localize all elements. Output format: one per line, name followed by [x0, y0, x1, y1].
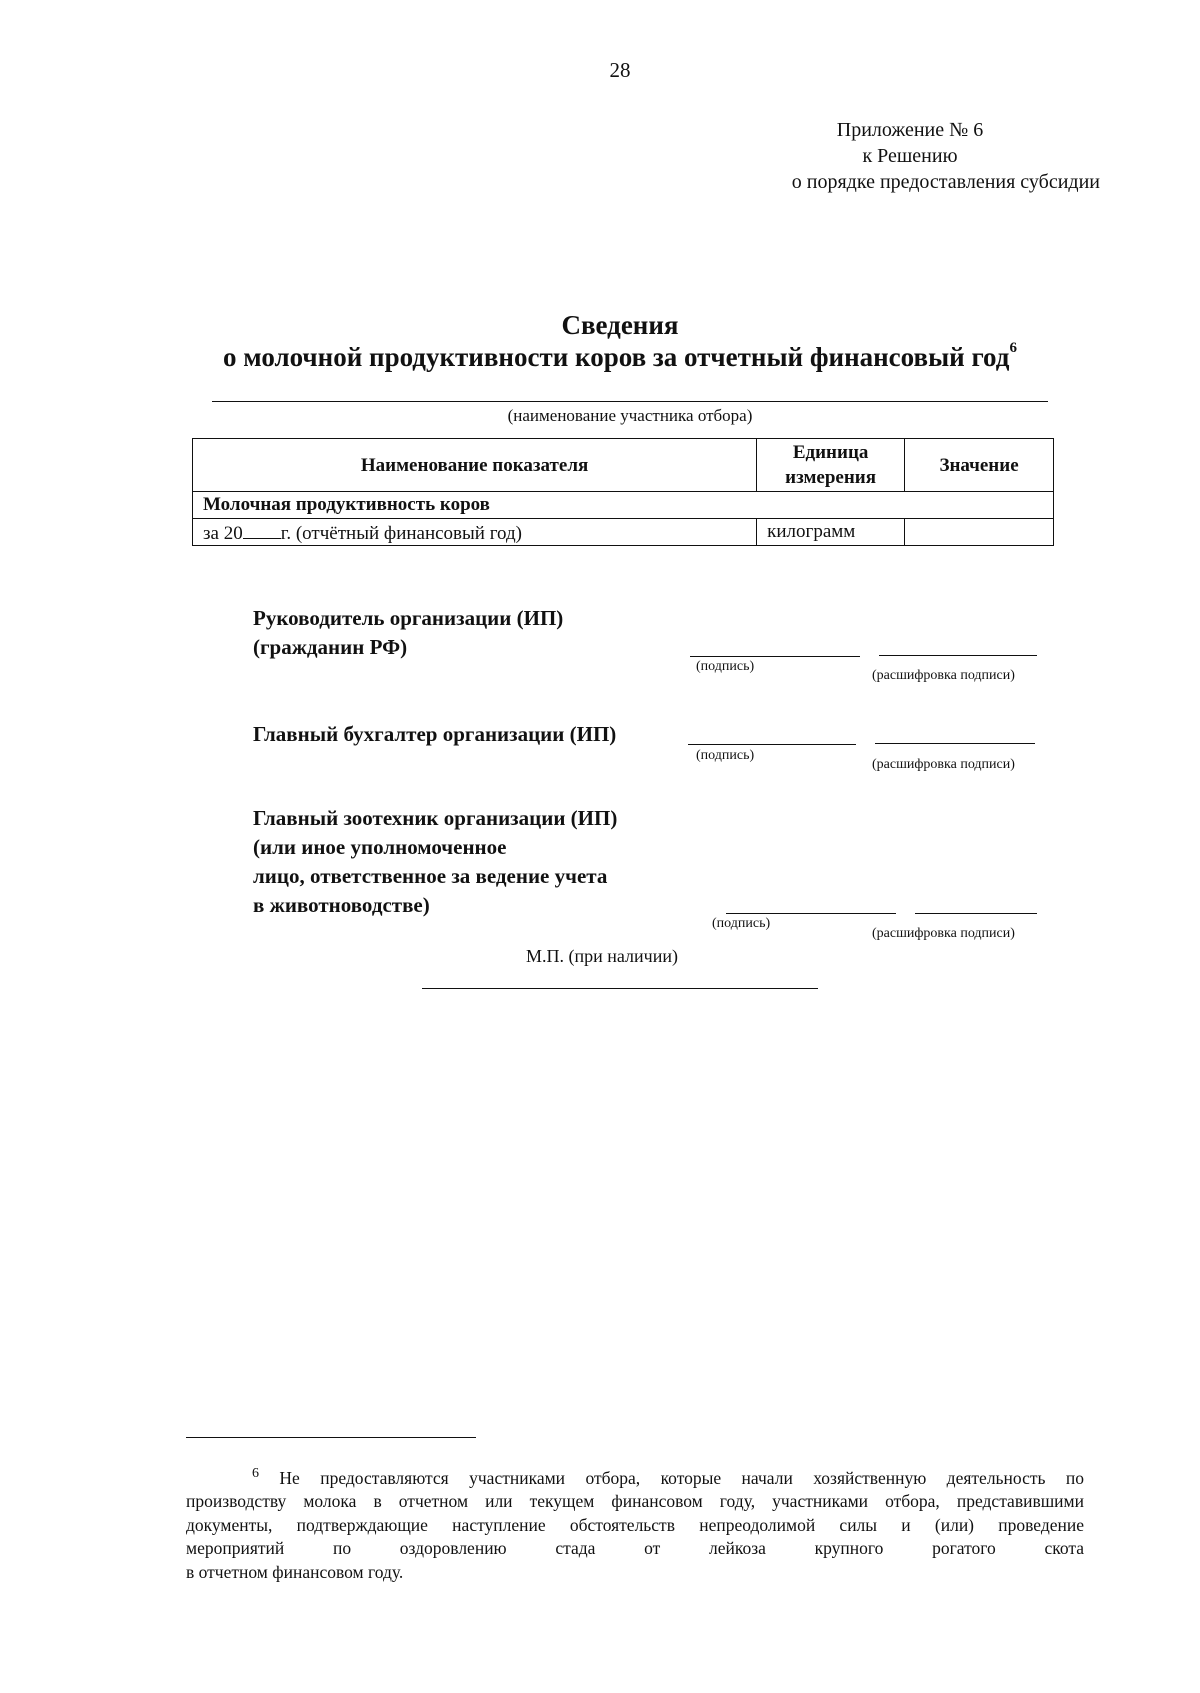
accountant-decode-line[interactable]: [875, 743, 1035, 744]
page-number: 28: [609, 58, 631, 82]
document-title: Сведения: [561, 310, 679, 340]
accountant-decode-caption: (расшифровка подписи): [872, 757, 1015, 772]
head-label-line-1: Руководитель организации (ИП): [253, 606, 564, 630]
participant-caption: (наименование участника отбора): [507, 406, 753, 425]
footnote-marker: 6: [252, 1466, 259, 1481]
table-row: [193, 519, 1054, 546]
accountant-signature-line[interactable]: [688, 744, 856, 745]
header-unit: Единица измерения: [757, 439, 905, 492]
footnote: [186, 1462, 1084, 1584]
section-title: Молочная продуктивность коров: [193, 492, 1054, 519]
footnote-line-5: в отчетном финансовом году.: [186, 1561, 404, 1582]
row-indicator-prefix: за 20: [203, 522, 243, 544]
zoo-label-line-4: в животноводстве): [253, 893, 430, 917]
table-header-row: [193, 439, 1054, 492]
appendix-line-2: к Решению: [862, 145, 958, 167]
year-blank[interactable]: [243, 520, 281, 539]
head-signature-label: [253, 604, 563, 662]
participant-name-line[interactable]: [212, 401, 1048, 402]
accountant-sign-caption: (подпись): [696, 748, 755, 763]
end-rule: [422, 988, 818, 989]
zoo-label-line-1: Главный зоотехник организации (ИП): [253, 806, 618, 830]
row-indicator-suffix: г. (отчётный финансовый год): [280, 522, 522, 544]
zoo-signature-line[interactable]: [726, 913, 896, 914]
zoo-label-line-2: (или иное уполномоченное: [253, 835, 507, 859]
zoo-decode-caption: (расшифровка подписи): [872, 926, 1015, 941]
document-subtitle: [160, 342, 1080, 373]
zootechnician-signature-label: [253, 804, 617, 920]
footnote-line-2: производству молока в отчетном или текущем финансовом году, участниками отбора, представившими: [186, 1491, 1084, 1512]
accountant-signature-label: Главный бухгалтер организации (ИП): [253, 722, 617, 746]
appendix-line-1: Приложение № 6: [836, 119, 984, 141]
stamp-note: М.П. (при наличии): [526, 946, 678, 966]
document-subtitle-text: о молочной продуктивности коров за отчетный финансовый год: [223, 342, 1010, 372]
zoo-sign-caption: (подпись): [712, 916, 771, 931]
footnote-line-3: документы, подтверждающие наступление обстоятельств непреодолимой силы и (или) проведение: [186, 1514, 1084, 1535]
head-decode-line[interactable]: [879, 655, 1037, 656]
productivity-table: [192, 438, 1054, 546]
footnote-separator: [186, 1437, 476, 1438]
header-value: Значение: [905, 439, 1054, 492]
head-decode-caption: (расшифровка подписи): [872, 668, 1015, 683]
title-footnote-ref: 6: [1009, 340, 1017, 356]
row-indicator: [193, 519, 757, 546]
appendix-block: [760, 117, 1060, 169]
zoo-label-line-3: лицо, ответственное за ведение учета: [253, 864, 608, 888]
appendix-line-3: о порядке предоставления субсидии: [791, 171, 1100, 193]
table-section-row: [193, 492, 1054, 519]
row-unit: килограмм: [757, 519, 905, 546]
head-label-line-2: (гражданин РФ): [253, 635, 408, 659]
head-signature-line[interactable]: [690, 656, 860, 657]
row-value-cell[interactable]: [905, 519, 1054, 546]
header-indicator: Наименование показателя: [193, 439, 757, 492]
head-sign-caption: (подпись): [696, 659, 755, 674]
zoo-decode-line[interactable]: [915, 913, 1037, 914]
footnote-line-4: мероприятий по оздоровлению стада от лейкоза крупного рогатого скота: [186, 1538, 1084, 1559]
footnote-line-1: $^6$ Не предоставляются участниками отбора, которые начали хозяйственную деятельность по: [252, 1466, 1085, 1488]
